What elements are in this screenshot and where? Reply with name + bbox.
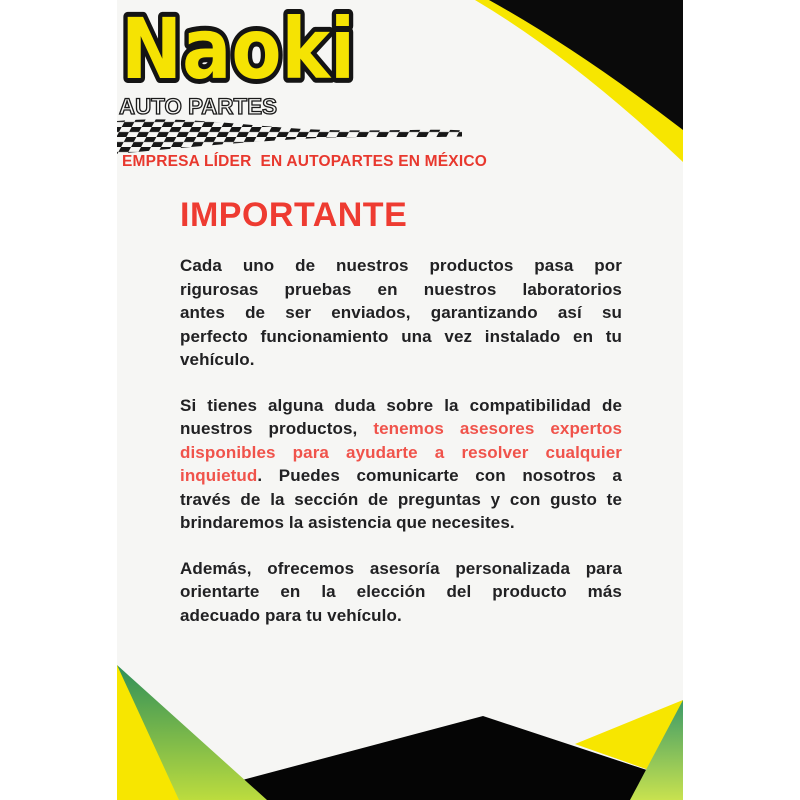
text-segment: Si tienes alguna duda sobre la compatibilidad de xyxy=(180,395,622,415)
text-segment: brindaremos la asistencia que necesites. xyxy=(180,513,515,532)
paragraph-line xyxy=(180,488,622,512)
paragraph-line xyxy=(180,394,622,418)
paragraph-line xyxy=(180,464,622,488)
paragraph-line xyxy=(180,417,622,441)
corner-decoration-top-right xyxy=(473,0,683,165)
text-segment: vehículo. xyxy=(180,350,255,369)
highlighted-text: tenemos asesores expertos xyxy=(373,419,622,438)
page-title: IMPORTANTE xyxy=(180,196,408,234)
brand-logo-text: Naoki xyxy=(121,0,355,98)
flyer-canvas xyxy=(117,0,683,800)
text-segment: través de la sección de preguntas y con gusto te xyxy=(180,489,622,509)
paragraph-line xyxy=(180,254,622,278)
highlighted-text: inquietud xyxy=(180,466,258,485)
paragraph-line xyxy=(180,348,622,372)
paragraph xyxy=(180,394,622,535)
text-segment: . Puedes comunicarte con nosotros a xyxy=(257,466,622,485)
paragraph-line xyxy=(180,604,622,628)
paragraph-line xyxy=(180,325,622,349)
paragraph-line xyxy=(180,301,622,325)
body-text xyxy=(180,254,622,649)
paragraph xyxy=(180,557,622,628)
paragraph xyxy=(180,254,622,372)
brand-logo xyxy=(117,0,365,100)
paragraph-line xyxy=(180,511,622,535)
text-segment: Cada uno de nuestros productos pasa por xyxy=(180,256,622,275)
brand-tagline: EMPRESA LÍDER EN AUTOPARTES EN MÉXICO xyxy=(122,153,488,170)
text-segment: orientarte en la elección del producto más xyxy=(180,582,622,601)
brand-logo-subtitle-text: AUTO PARTES xyxy=(119,94,277,119)
paragraph-line xyxy=(180,278,622,302)
corner-decoration-bottom xyxy=(117,630,683,800)
text-segment: adecuado para tu vehículo. xyxy=(180,605,402,625)
text-segment: perfecto funcionamiento una vez instalado en tu xyxy=(180,326,622,346)
text-segment: rigurosas pruebas en nuestros laboratorios xyxy=(180,279,622,299)
text-segment: nuestros productos, xyxy=(180,419,374,438)
text-segment: antes de ser enviados, garantizando así su xyxy=(180,303,622,322)
paragraph-line xyxy=(180,557,622,581)
paragraph-line xyxy=(180,441,622,465)
paragraph-line xyxy=(180,580,622,604)
highlighted-text: disponibles para ayudarte a resolver cualquier xyxy=(180,442,622,462)
text-segment: Además, ofrecemos asesoría personalizada para xyxy=(180,558,622,578)
